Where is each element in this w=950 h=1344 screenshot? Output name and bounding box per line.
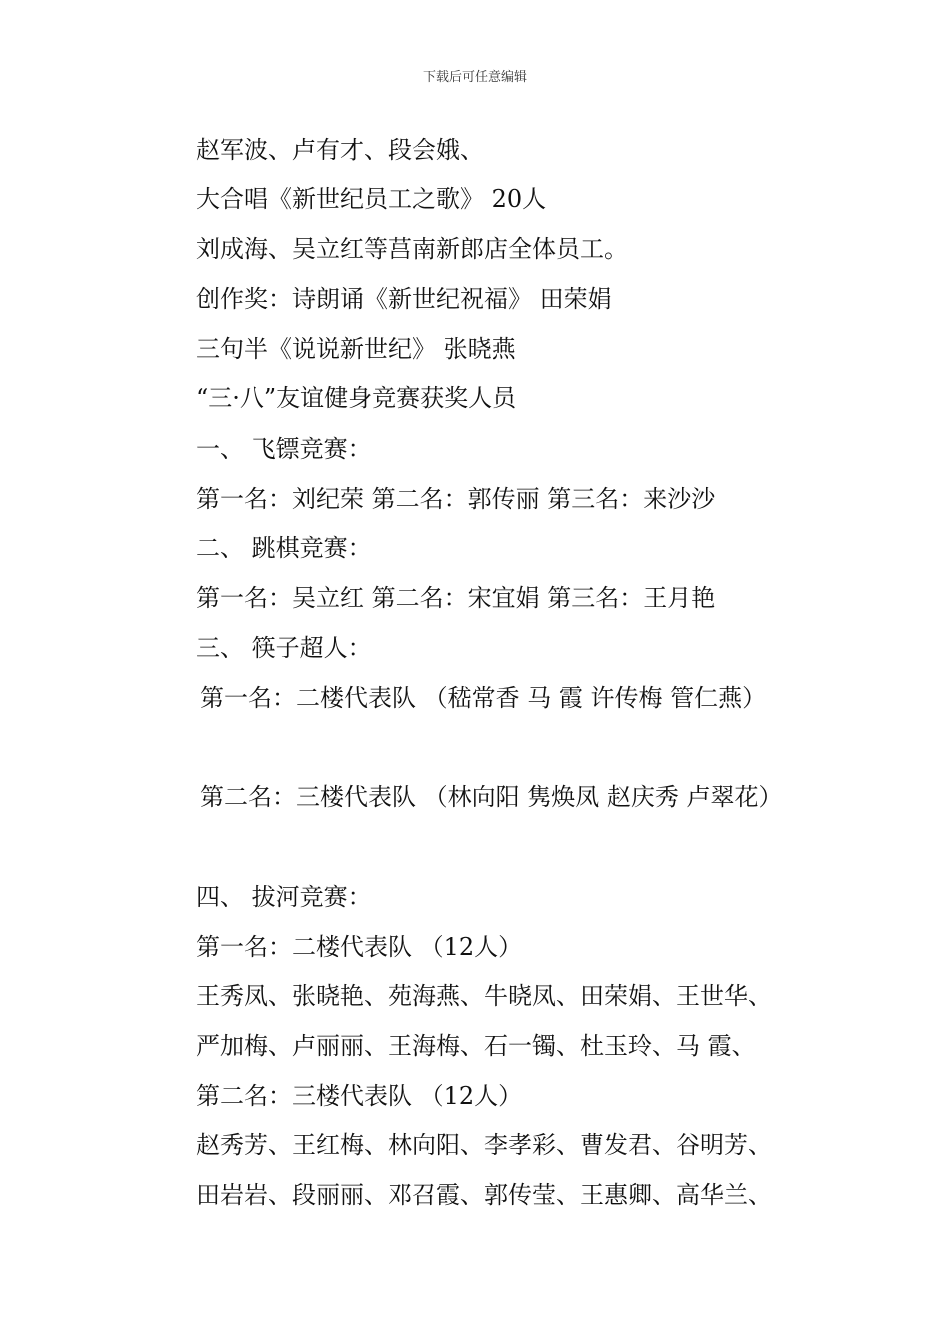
section-heading: 一、 飞镖竞赛： xyxy=(196,435,372,463)
section-heading: 二、 跳棋竞赛： xyxy=(196,534,372,562)
text-line: 赵军波、卢有才、段会娥、 xyxy=(196,136,484,164)
text-line: 大合唱《新世纪员工之歌》 20人 xyxy=(196,185,547,213)
text-line: 创作奖：诗朗诵《新世纪祝福》 田荣娟 xyxy=(196,285,612,313)
text-line: 第一名：吴立红 第二名：宋宜娟 第三名：王月艳 xyxy=(196,584,716,612)
text-line: 田岩岩、段丽丽、邓召霞、郭传莹、王惠卿、高华兰、 xyxy=(196,1181,772,1209)
page-header: 下载后可任意编辑 xyxy=(422,70,527,85)
text-line: 三句半《说说新世纪》 张晓燕 xyxy=(196,335,516,363)
section-heading: 三、 筷子超人： xyxy=(196,634,372,662)
text-line: 第一名：二楼代表队 （12人） xyxy=(196,933,523,961)
section-title: “三·八”友谊健身竞赛获奖人员 xyxy=(196,384,517,412)
text-line: 刘成海、吴立红等莒南新郎店全体员工。 xyxy=(196,235,628,263)
text-line: 严加梅、卢丽丽、王海梅、石一镯、杜玉玲、马 霞、 xyxy=(196,1032,756,1060)
wrapped-paragraph: 第二名：三楼代表队 （林向阳 隽焕凤 赵庆秀 卢翠花） xyxy=(200,783,783,811)
text-line: 赵秀芳、王红梅、林向阳、李孝彩、曹发君、谷明芳、 xyxy=(196,1131,772,1159)
text-line: 第二名：三楼代表队 （12人） xyxy=(196,1082,523,1110)
section-heading: 四、 拔河竞赛： xyxy=(196,883,372,911)
wrapped-paragraph: 第一名：二楼代表队 （嵇常香 马 霞 许传梅 管仁燕） xyxy=(200,684,767,712)
text-line: 第一名：刘纪荣 第二名：郭传丽 第三名：来沙沙 xyxy=(196,485,716,513)
text-line: 王秀凤、张晓艳、苑海燕、牛晓凤、田荣娟、王世华、 xyxy=(196,982,772,1010)
